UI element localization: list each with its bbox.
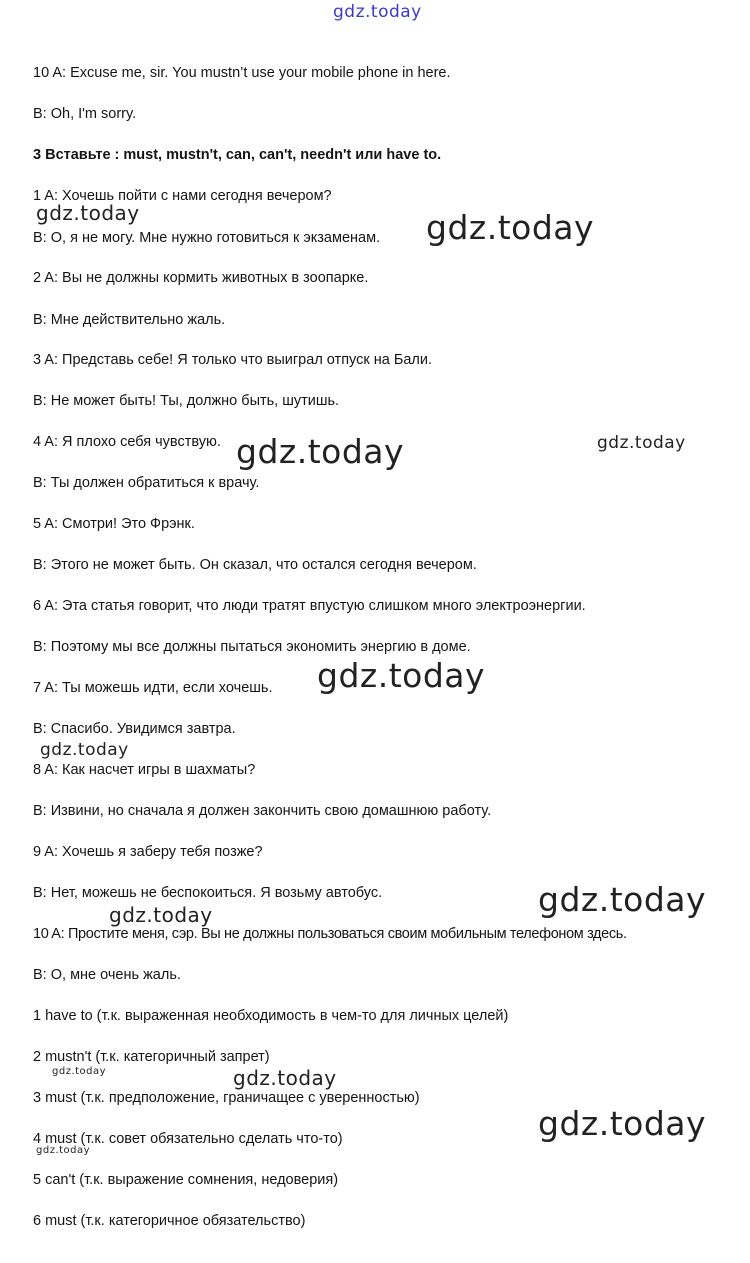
text-line: B: Oh, I'm sorry. bbox=[33, 106, 137, 122]
watermark: gdz.today bbox=[109, 903, 213, 927]
watermark: gdz.today bbox=[597, 433, 686, 453]
watermark: gdz.today bbox=[538, 880, 707, 919]
answer-line: 3 must (т.к. предположение, граничащее с уверенностью) bbox=[33, 1090, 420, 1106]
text-line: B: Не может быть! Ты, должно быть, шутишь. bbox=[33, 393, 340, 409]
watermark: gdz.today bbox=[52, 1066, 107, 1077]
text-line: 10 A: Excuse me, sir. You mustn’t use your mobile phone in here. bbox=[33, 65, 451, 81]
watermark: gdz.today bbox=[426, 208, 595, 247]
watermark: gdz.today bbox=[40, 740, 129, 760]
text-line: B: Мне действительно жаль. bbox=[33, 312, 226, 328]
text-line: 5 A: Смотри! Это Фрэнк. bbox=[33, 516, 195, 532]
text-line: 8 A: Как насчет игры в шахматы? bbox=[33, 762, 256, 778]
section-heading: 3 Вставьте : must, mustn't, can, can't, needn't или have to. bbox=[33, 147, 442, 163]
text-line: 10 A: Простите меня, сэр. Вы не должны пользоваться своим мобильным телефоном здесь. bbox=[33, 926, 627, 942]
text-line: B: Спасибо. Увидимся завтра. bbox=[33, 721, 236, 737]
text-line: 6 A: Эта статья говорит, что люди тратят впустую слишком много электроэнергии. bbox=[33, 598, 586, 614]
watermark: gdz.today bbox=[538, 1104, 707, 1143]
text-line: 7 A: Ты можешь идти, если хочешь. bbox=[33, 680, 273, 696]
watermark: gdz.today bbox=[236, 432, 405, 471]
watermark-top: gdz.today bbox=[333, 2, 422, 22]
watermark: gdz.today bbox=[36, 1145, 91, 1156]
text-line: 2 A: Вы не должны кормить животных в зоопарке. bbox=[33, 270, 369, 286]
answer-line: 2 mustn't (т.к. категоричный запрет) bbox=[33, 1049, 270, 1065]
text-line: 1 A: Хочешь пойти с нами сегодня вечером? bbox=[33, 188, 332, 204]
watermark: gdz.today bbox=[233, 1066, 337, 1090]
text-line: B: О, мне очень жаль. bbox=[33, 967, 181, 983]
answer-line: 4 must (т.к. совет обязательно сделать что-то) bbox=[33, 1131, 343, 1147]
answer-line: 1 have to (т.к. выраженная необходимость в чем-то для личных целей) bbox=[33, 1008, 509, 1024]
text-line: B: Поэтому мы все должны пытаться экономить энергию в доме. bbox=[33, 639, 471, 655]
text-line: B: О, я не могу. Мне нужно готовиться к экзаменам. bbox=[33, 230, 381, 246]
text-line: 9 A: Хочешь я заберу тебя позже? bbox=[33, 844, 263, 860]
answer-line: 5 can't (т.к. выражение сомнения, недоверия) bbox=[33, 1172, 339, 1188]
text-line: B: Нет, можешь не беспокоиться. Я возьму автобус. bbox=[33, 885, 383, 901]
watermark: gdz.today bbox=[317, 656, 486, 695]
answer-line: 6 must (т.к. категоричное обязательство) bbox=[33, 1213, 306, 1229]
text-line: B: Этого не может быть. Он сказал, что остался сегодня вечером. bbox=[33, 557, 477, 573]
text-line: 4 A: Я плохо себя чувствую. bbox=[33, 434, 221, 450]
text-line: 3 A: Представь себе! Я только что выиграл отпуск на Бали. bbox=[33, 352, 433, 368]
watermark: gdz.today bbox=[36, 201, 140, 225]
text-line: B: Извини, но сначала я должен закончить свою домашнюю работу. bbox=[33, 803, 492, 819]
text-line: B: Ты должен обратиться к врачу. bbox=[33, 475, 260, 491]
